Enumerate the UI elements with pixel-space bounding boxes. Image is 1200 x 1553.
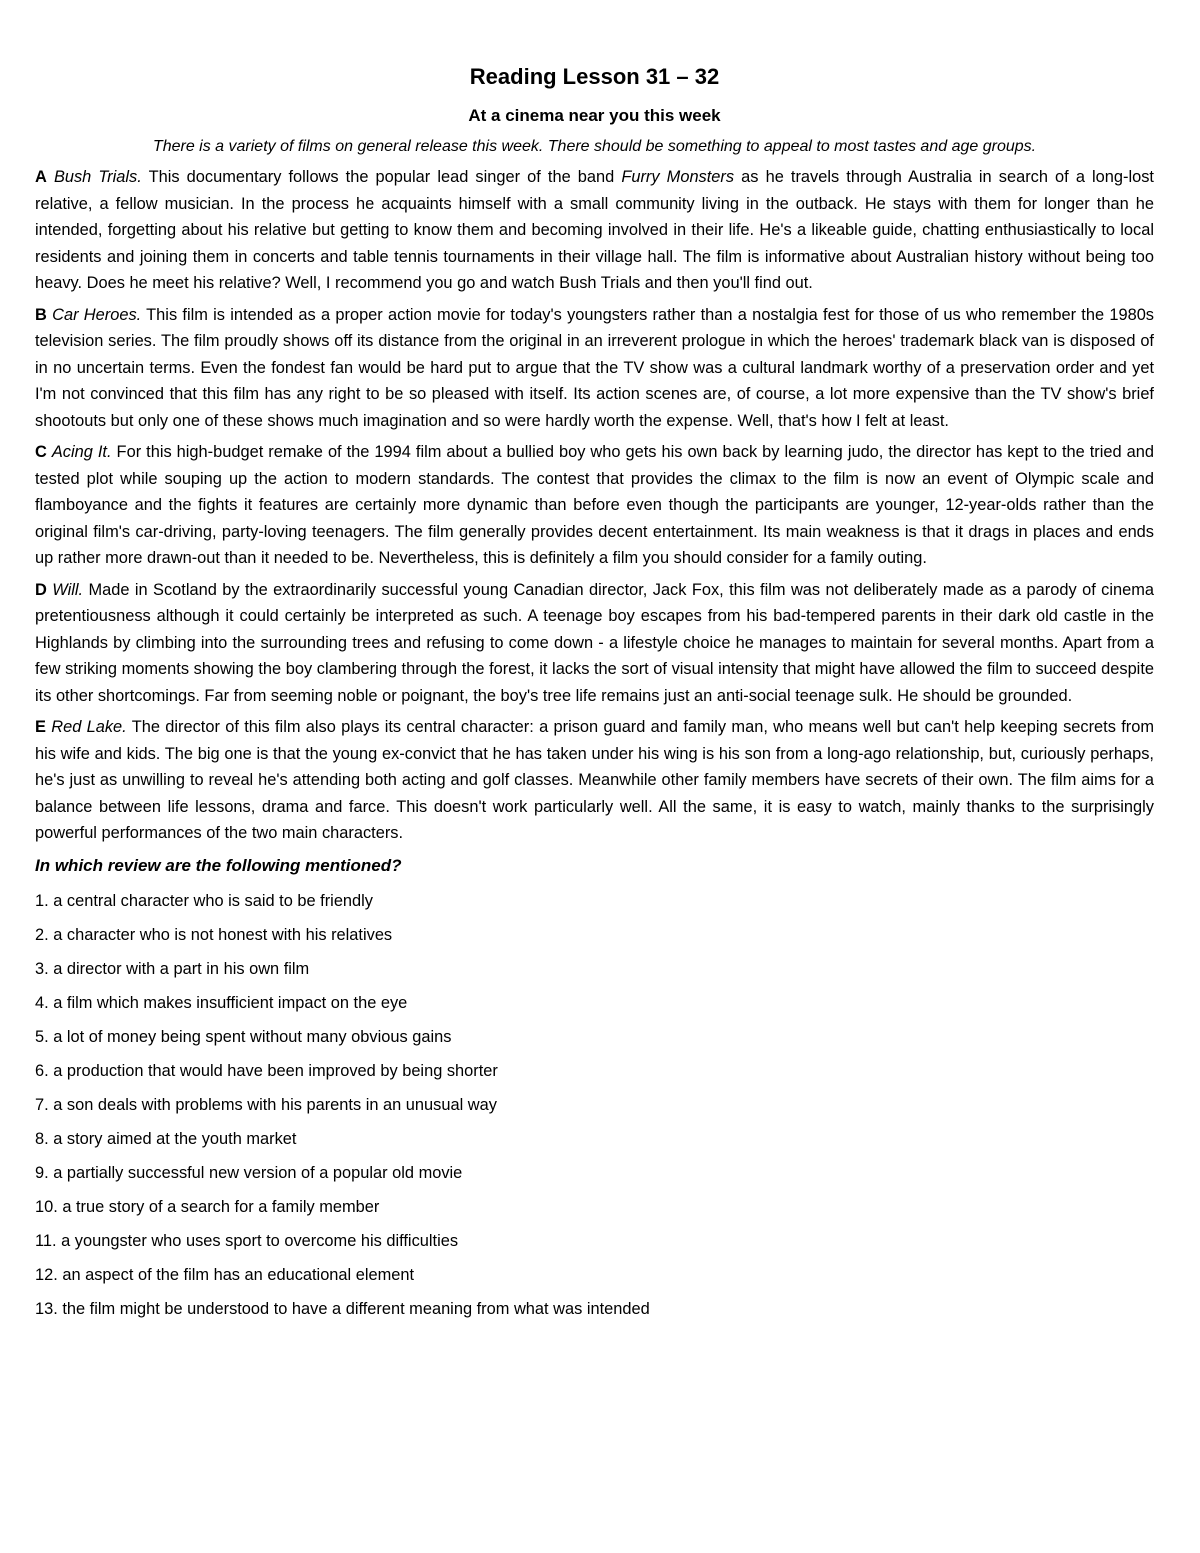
review-text: This film is intended as a proper action movie for today's youngsters rather than a nostalgia fest for those of us who remember the 1980s television series. The film proudly shows off its distance from the original in an irreverent prologue in which the heroes' trademark black van is disposed of in no uncertain terms. Even the fondest fan would be hard put to argue that the TV show was a cultural landmark worthy of a preservation order and yet I'm not convinced that this film has any right to be so pleased with itself. Its action scenes are, of course, a lot more expensive than the TV show's brief shootouts but only one of these shows much imagination and so were hardly worth the expense. Well, that's how I felt at least. bbox=[35, 305, 1154, 430]
list-item: 4. a film which makes insufficient impact on the eye bbox=[35, 993, 408, 1012]
review-d bbox=[35, 577, 1154, 710]
review-a bbox=[35, 164, 1154, 297]
list-item: 7. a son deals with problems with his parents in an unusual way bbox=[35, 1095, 497, 1114]
review-b bbox=[35, 302, 1154, 435]
film-title: Will. bbox=[52, 580, 84, 599]
list-item: 1. a central character who is said to be friendly bbox=[35, 891, 374, 910]
review-letter: B bbox=[35, 305, 47, 324]
list-item: 6. a production that would have been improved by being shorter bbox=[35, 1061, 498, 1080]
list-item: 13. the film might be understood to have a different meaning from what was intended bbox=[35, 1299, 650, 1318]
list-item: 11. a youngster who uses sport to overcome his difficulties bbox=[35, 1231, 459, 1250]
film-title: Acing It. bbox=[51, 443, 112, 461]
list-item: 9. a partially successful new version of a popular old movie bbox=[35, 1163, 463, 1182]
review-text: Made in Scotland by the extraordinarily successful young Canadian director, Jack Fox, this film was not deliberately made as a parody of cinema pretentiousness although it could certainly be interpreted as such. A teenage boy escapes from his bad-tempered parents in their dark old castle in the Highlands by climbing into the surrounding trees and refusing to come down - a lifestyle choice he manages to maintain for several months. Apart from a few striking moments showing the boy clambering through the forest, it lacks the sort of visual intensity that might have allowed the film to succeed despite its other shortcomings. Far from seeming noble or poignant, the boy's tree life remains just an anti-social teenage sulk. He should be grounded. bbox=[35, 580, 1154, 705]
band-name: Furry Monsters bbox=[621, 168, 735, 186]
review-letter: E bbox=[35, 718, 46, 736]
review-text: This documentary follows the popular lead singer of the band bbox=[141, 168, 622, 186]
question-heading: In which review are the following mentioned? bbox=[35, 855, 402, 875]
review-letter: D bbox=[35, 580, 47, 599]
list-item: 8. a story aimed at the youth market bbox=[35, 1129, 297, 1148]
list-item: 12. an aspect of the film has an educational element bbox=[35, 1265, 415, 1284]
list-item: 5. a lot of money being spent without many obvious gains bbox=[35, 1027, 452, 1046]
review-letter: C bbox=[35, 443, 47, 461]
list-item: 2. a character who is not honest with his relatives bbox=[35, 925, 393, 944]
film-title: Car Heroes. bbox=[52, 305, 142, 324]
review-text: as he travels through Australia in search of a long-lost relative, a fellow musician. In the process he acquaints himself with a small community living in the outback. He stays with them for longer than he intended, forgetting about his relative but getting to know them and becoming involved in their life. He's a likeable guide, chatting enthusiastically to local residents and joining them in concerts and table tennis tournaments in their village hall. The film is informative about Australian history without being too heavy. Does he meet his relative? Well, I recommend you go and watch Bush Trials and then you'll find out. bbox=[35, 168, 1154, 292]
review-letter: A bbox=[35, 168, 47, 186]
review-text: The director of this film also plays its central character: a prison guard and family man, who means well but can't help keeping secrets from his wife and kids. The big one is that the young ex-convict that he has taken under his wing is his son from a long-ago relationship, but, curiously perhaps, he's just as unwilling to reveal he's attending both acting and golf classes. Meanwhile other family members have secrets of their own. The film aims for a balance between life lessons, drama and farce. This doesn't work particularly well. All the same, it is easy to watch, mainly thanks to the surprisingly powerful performances of the two main characters. bbox=[35, 718, 1154, 842]
review-e bbox=[35, 714, 1154, 847]
list-item: 3. a director with a part in his own film bbox=[35, 959, 310, 978]
film-title: Red Lake. bbox=[51, 718, 127, 736]
list-item: 10. a true story of a search for a family member bbox=[35, 1197, 380, 1216]
film-title: Bush Trials. bbox=[53, 168, 142, 186]
page-subtitle: At a cinema near you this week bbox=[468, 106, 721, 125]
review-text: For this high-budget remake of the 1994 film about a bullied boy who gets his own back by learning judo, the director has kept to the tried and tested plot while souping up the action to modern standards. The contest that provides the climax to the film is now an event of Olympic scale and flamboyance and the fights it features are certainly more dynamic than before even though the participants are younger, 12-year-olds rather than the original film's car-driving, party-loving teenagers. The film generally provides decent entertainment. Its main weakness is that it drags in places and ends up rather more drawn-out than it needed to be. Nevertheless, this is definitely a film you should consider for a family outing. bbox=[35, 443, 1154, 567]
intro-text: There is a variety of films on general release this week. There should be something to appeal to most tastes and age groups. bbox=[152, 138, 1037, 155]
review-c bbox=[35, 439, 1154, 572]
question-list bbox=[35, 884, 1154, 1326]
page-title: Reading Lesson 31 – 32 bbox=[469, 64, 720, 89]
